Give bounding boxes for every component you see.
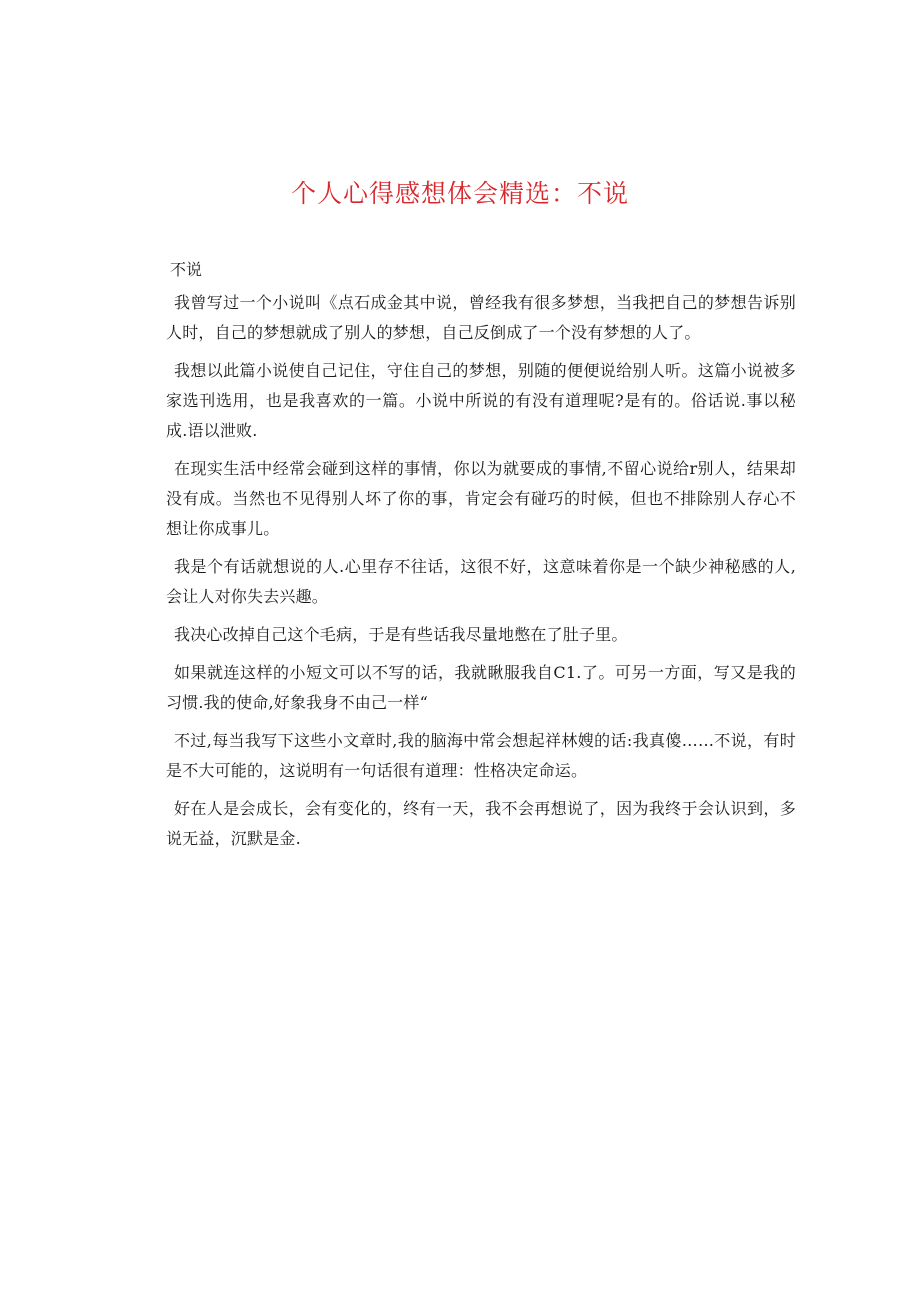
paragraph: 我决心改掉自己这个毛病，于是有些话我尽量地憋在了肚子里。 — [174, 625, 628, 644]
paragraph: 我是个有话就想说的人.心里存不往话，这很不好，这意味着你是一个缺少神秘感的人,会让人对你失去兴趣。 — [166, 557, 796, 606]
paragraph: 如果就连这样的小短文可以不写的话，我就瞅服我自C1.了。可另一方面，写又是我的习惯.我的使命,好象我身不由己一样“ — [166, 663, 796, 712]
paragraph: 我曾写过一个小说叫《点石成金其中说，曾经我有很多梦想，当我把自己的梦想告诉别人时，自己的梦想就成了别人的梦想，自己反倒成了一个没有梦想的人了。 — [166, 293, 796, 342]
document-subtitle: 不说 — [170, 260, 203, 279]
paragraph: 不过,每当我写下这些小文章时,我的脑海中常会想起祥林嫂的话:我真傻……不说，有时是不大可能的，这说明有一句话很有道理：性格决定命运。 — [166, 731, 796, 780]
paragraph: 在现实生活中经常会碰到这样的事情，你以为就要成的事情,不留心说给r别人，结果却没有成。当然也不见得别人坏了你的事，肯定会有碰巧的时候，但也不排除别人存心不想让你成事儿。 — [166, 459, 796, 538]
document-title: 个人心得感想体会精选：不说 — [290, 179, 629, 208]
paragraph: 好在人是会成长，会有变化的，终有一天，我不会再想说了，因为我终于会认识到，多说无益，沉默是金. — [166, 799, 796, 848]
document-body — [166, 256, 796, 862]
paragraph: 我想以此篇小说使自己记住，守住自己的梦想，别随的便便说给别人听。这篇小说被多家选刊选用，也是我喜欢的一篇。小说中所说的有没有道理呢?是有的。俗话说.事以秘成.语以泄败. — [166, 361, 796, 440]
